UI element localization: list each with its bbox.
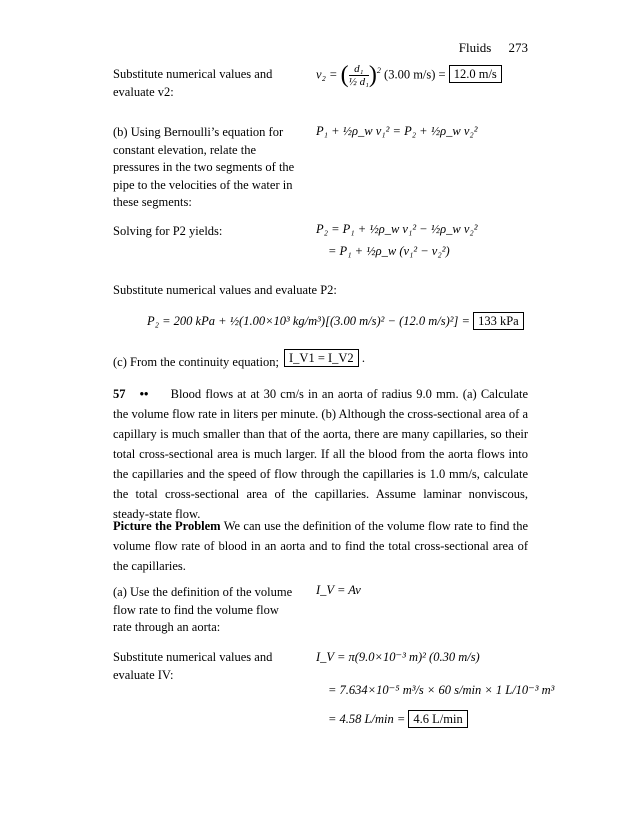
step-label-evaluate-p2: Substitute numerical values and evaluate P2: (113, 283, 337, 297)
section-title: Fluids (458, 40, 492, 55)
equation-v2: v₂ = ( $\frac{\text{d₁}}{\text{½ d₁}}$ )$^2$ (3.00 m/s) = 12.0 m/s (316, 62, 502, 89)
result-box-p2: 133 kPa (473, 312, 524, 330)
step-label-evaluate-iv: Substitute numerical values and evaluate IV: (113, 650, 273, 682)
ratio-fraction: $\frac{\text{d₁}}{\text{½ d₁}}$ (348, 63, 369, 88)
picture-heading: Picture the Problem (113, 519, 221, 533)
step-label-bernoulli: (b) Using Bernoulli’s equation for constant elevation, relate the pressures in the two segments of the pipe to the velocities of the water in these segments: (113, 125, 295, 209)
equation-p2-line1: P₂ = P₁ + ½ρ_w v₁² − ½ρ_w v₂² (316, 222, 478, 236)
result-box-v2: 12.0 m/s (449, 65, 502, 83)
page-header (445, 40, 528, 56)
result-box-iv: 4.6 L/min (408, 710, 467, 728)
equation-iv-line3: = 4.58 L/min = 4.6 L/min (328, 712, 468, 727)
equation-p2-line2: = P₁ + ½ρ_w (v₁² − v₂²) (328, 244, 450, 258)
equation-iv-line1: I_V = π(9.0×10⁻³ m)² (0.30 m/s) (316, 650, 480, 664)
step-label-evaluate-v2: Substitute numerical values and evaluate v2: (113, 67, 273, 99)
equation-p2-numeric: P₂ = 200 kPa + ½(1.00×10³ kg/m³)[(3.00 m/s)² − (12.0 m/s)²] = 133 kPa (147, 314, 524, 329)
step-label-solve-p2: Solving for P2 yields: (113, 224, 223, 238)
picture-the-problem (113, 516, 528, 576)
difficulty-level: •• (139, 387, 149, 401)
equation-continuity: I_V1 = I_V2 . (284, 351, 365, 366)
equation-bernoulli: P₁ + ½ρ_w v₁² = P₂ + ½ρ_w v₂² (316, 124, 478, 138)
page-number: 273 (508, 40, 528, 55)
step-label-flow-rate-def: (a) Use the definition of the volume flow rate to find the volume flow rate through an aorta: (113, 585, 293, 634)
problem-statement (113, 384, 528, 524)
step-label-continuity: (c) From the continuity equation; (113, 355, 279, 369)
equation-iv-line2: = 7.634×10⁻⁵ m³/s × 60 s/min × 1 L/10⁻³ m³ (328, 683, 555, 697)
problem-text: Blood flows at at 30 cm/s in an aorta of radius 9.0 mm. (a) Calculate the volume flow rate in liters per minute. (b) Although the cross-sectional area of a capillary is much smaller than that of the aorta, there are many capillaries, so their total cross-sectional area is much larger. If all the blood from the aorta flows into the capillaries and the speed of flow through the capillaries is 1.0 mm/s, calculate the total cross-sectional area of the capillaries. Assume laminar nonviscous, steady-state flow. (113, 387, 529, 521)
picture-text: We can use the definition of the volume flow rate to find the volume flow rate of blood in an aorta and to find the total cross-sectional area of the capillaries. (113, 519, 528, 573)
problem-number: 57 (113, 387, 126, 401)
result-box-continuity: I_V1 = I_V2 (284, 349, 359, 367)
equation-flow-rate-def: I_V = Av (316, 583, 361, 597)
